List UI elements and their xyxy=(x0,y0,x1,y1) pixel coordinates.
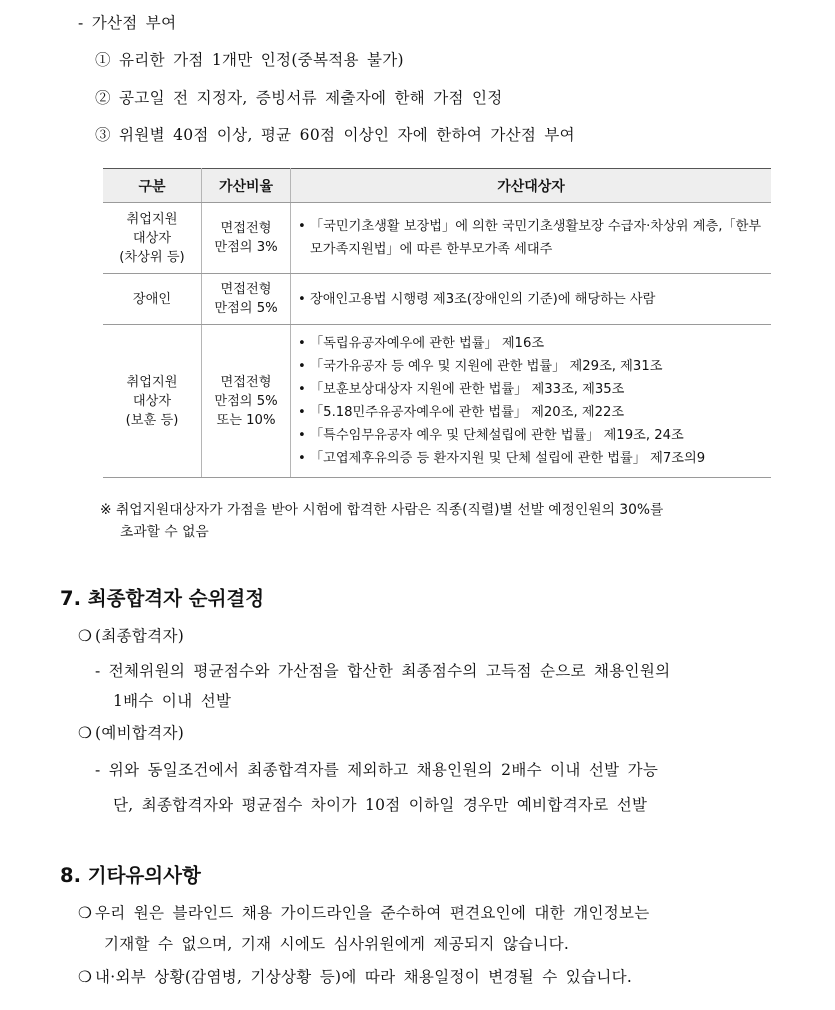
final-passers-line-1: - 전체위원의 평균점수와 가산점을 합산한 최종점수의 고득점 순으로 채용인원의 xyxy=(95,662,671,680)
table-header-row xyxy=(103,169,771,203)
header-targets: 가산대상자 xyxy=(291,169,772,203)
table-row xyxy=(103,203,771,274)
bonus-rule-2: ② 공고일 전 지정자, 증빙서류 제출자에 한해 가점 인정 xyxy=(95,89,503,107)
notice-item-1-line-1: ❍ 우리 원은 블라인드 채용 가이드라인을 준수하여 편견요인에 대한 개인정보는 xyxy=(78,904,650,922)
list-item: • 「국민기초생활 보장법」에 의한 국민기초생활보장 수급자·차상위 계층,「한부모가족지원법」에 따른 한부모가족 세대주 xyxy=(297,215,765,261)
list-item: • 「독립유공자예우에 관한 법률」 제16조 xyxy=(297,332,765,355)
header-ratio: 가산비율 xyxy=(202,169,291,203)
row-targets xyxy=(291,325,772,478)
table-row xyxy=(103,325,771,478)
section-7-title: 7. 최종합격자 순위결정 xyxy=(60,587,265,610)
circle-bullet-icon: ❍ xyxy=(78,968,93,986)
bonus-rule-1: ① 유리한 가점 1개만 인정(중복적용 불가) xyxy=(95,51,404,69)
circle-bullet-icon: ❍ xyxy=(78,904,93,922)
bonus-rule-3: ③ 위원별 40점 이상, 평균 60점 이상인 자에 한하여 가산점 부여 xyxy=(95,126,575,144)
quota-note-line-1: ※ 취업지원대상자가 가점을 받아 시험에 합격한 사람은 직종(직렬)별 선발 예정인원의 30%를 xyxy=(100,502,664,518)
notice-item-1-line-2: 기재할 수 없으며, 기재 시에도 심사위원에게 제공되지 않습니다. xyxy=(104,935,570,953)
list-item: • 「보훈보상대상자 지원에 관한 법률」 제33조, 제35조 xyxy=(297,378,765,401)
row-ratio: 면접전형 만점의 3% xyxy=(202,203,291,274)
list-item: • 「고엽제후유의증 등 환자지원 및 단체 설립에 관한 법률」 제7조의9 xyxy=(297,447,765,470)
reserve-passers-label: ❍ (예비합격자) xyxy=(78,724,185,742)
final-passers-line-2: 1배수 이내 선발 xyxy=(113,692,232,710)
notice-item-2: ❍ 내·외부 상황(감염병, 기상상황 등)에 따라 채용일정이 변경될 수 있습니다. xyxy=(78,968,633,986)
reserve-passers-line-1: - 위와 동일조건에서 최종합격자를 제외하고 채용인원의 2배수 이내 선발 가능 xyxy=(95,761,659,779)
list-item: • 「5.18민주유공자예우에 관한 법률」 제20조, 제22조 xyxy=(297,401,765,424)
row-targets xyxy=(291,274,772,325)
section-8-title: 8. 기타유의사항 xyxy=(60,864,201,887)
header-category: 구분 xyxy=(103,169,202,203)
list-item: • 장애인고용법 시행령 제3조(장애인의 기준)에 해당하는 사람 xyxy=(297,288,765,311)
row-ratio: 면접전형 만점의 5% 또는 10% xyxy=(202,325,291,478)
table-row xyxy=(103,274,771,325)
row-category: 취업지원 대상자 (보훈 등) xyxy=(103,325,202,478)
row-category: 취업지원 대상자 (차상위 등) xyxy=(103,203,202,274)
final-passers-label: ❍ (최종합격자) xyxy=(78,627,185,645)
row-targets xyxy=(291,203,772,274)
circle-bullet-icon: ❍ xyxy=(78,724,93,742)
quota-note-line-2: 초과할 수 없음 xyxy=(120,524,209,540)
row-ratio: 면접전형 만점의 5% xyxy=(202,274,291,325)
bonus-table xyxy=(103,168,771,478)
list-item: • 「국가유공자 등 예우 및 지원에 관한 법률」 제29조, 제31조 xyxy=(297,355,765,378)
circle-bullet-icon: ❍ xyxy=(78,627,93,645)
list-item: • 「특수임무유공자 예우 및 단체설립에 관한 법률」 제19조, 24조 xyxy=(297,424,765,447)
reserve-passers-line-2: 단, 최종합격자와 평균점수 차이가 10점 이하일 경우만 예비합격자로 선발 xyxy=(113,796,648,814)
bonus-title: - 가산점 부여 xyxy=(78,14,177,32)
row-category: 장애인 xyxy=(103,274,202,325)
